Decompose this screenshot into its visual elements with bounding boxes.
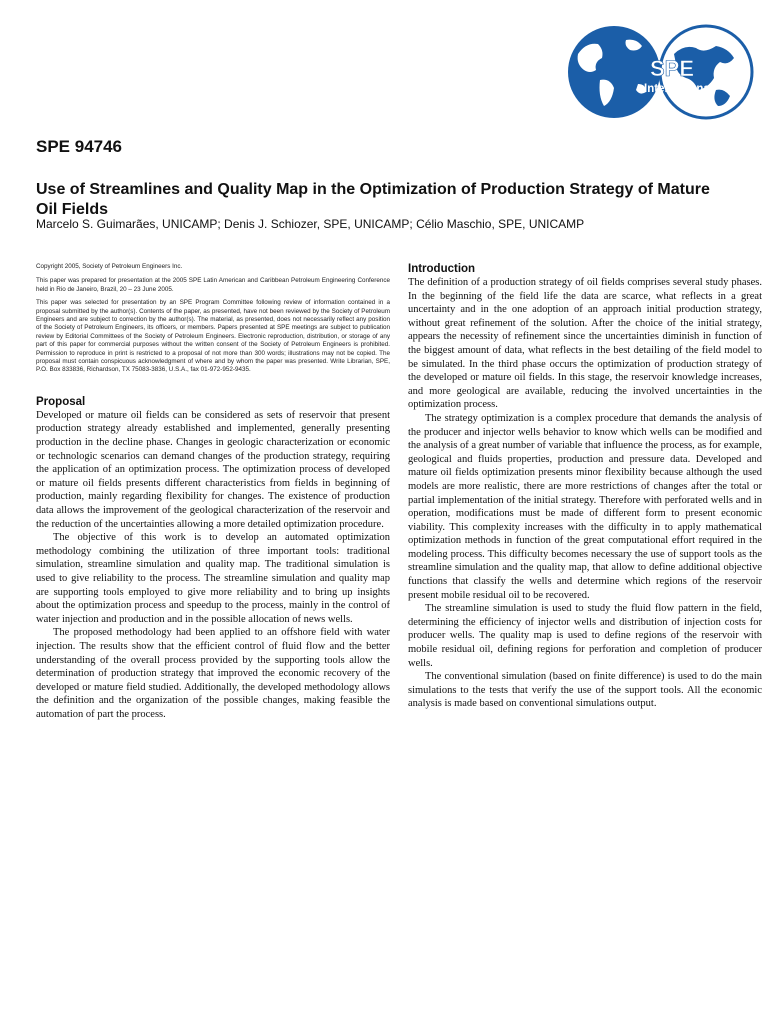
proposal-paragraph-1: Developed or mature oil fields can be considered as sets of reservoir that present production strategy already established and implemented, generally presenting production in the decline phase. Changes in geologic characterization or economic or technologic scenarios can demand changes of the production strategy, requiring the application of an optimization process. The optimization process of developed or mature oil fields presents different characteristics from fields in beginning of production, mainly regarding flexibility for changes. The existence of production data allows the improvement of the geological characterization of the reservoir and the reduction of the uncertainties allowing a more detailed optimization procedure. [36,409,390,530]
review-notice: This paper was selected for presentation by an SPE Program Committee following review of information contained in a proposal submitted by the author(s). Contents of the paper, as presented, have not been reviewed by the Society of Petroleum Engineers and are subject to correction by the author(s). The material, as presented, does not necessarily reflect any position of the Society of Petroleum Engineers, its officers, or members. Papers presented at SPE meetings are subject to publication review by Editorial Committees of the Society of Petroleum Engineers. Electronic reproduction, distribution, or storage of any part of this paper for commercial purposes without the written consent of the Society of Petroleum Engineers is prohibited. Permission to reproduce in print is restricted to a proposal of not more than 300 words; illustrations may not be copied. The proposal must contain conspicuous acknowledgment of where and by whom the paper was presented. Write Librarian, SPE, P.O. Box 833836, Richardson, TX 75083-3836, U.S.A., fax 01-972-952-9435. [36,299,390,374]
paper-number: SPE 94746 [36,137,123,156]
proposal-paragraph-2: The objective of this work is to develop an automated optimization methodology combining the utilization of three important tools: traditional simulation, streamline simulation and quality map. The traditional simulation is used to give reliability to the process. The streamline simulation and quality map are supporting tools employed to give more reliability and to bring up insights about the optimization process and speedup to the process, mainly in the control of water injection and production and in the possible allocation of news wells. [36,532,390,625]
introduction-paragraph-3: The streamline simulation is used to study the fluid flow pattern in the field, determining the efficiency of injector wells and distribution of injection costs for producer wells. The quality map is used to define regions of the reservoir with mobile residual oil, defining regions for perforation and completion of producer wells. [408,603,762,669]
right-column [408,262,762,711]
introduction-paragraph-1: The definition of a production strategy of oil fields comprises several study phases. In the beginning of the field life the data are scarce, what reflects in a great uncertainty and in the one adoption of an approach initial production strategy, without great refinement of the solution. After the choice of the initial strategy, appears the necessity of refinement since the uncertainties diminish in function of the biggest amount of data, what reflects in the best detailing of the field model to be simulated. In the third phase occurs the optimization of production strategy of the developed or mature oil fields. In this stage, the reservoir knowledge increases, and more geological are available, reducing the involved uncertainties in the optimization process. [408,277,762,411]
proposal-paragraph-3: The proposed methodology had been applied to an offshore field with water injection. The results show that the efficient control of fluid flow and the better understanding of the overall process provided by the supporting tools allow the determination of production strategy that improved the economic recovery of the developed or mature field studied. Additionally, the developed methodology allows the definition and the organization of the possible changes, making feasible the automation of part the process. [36,627,390,720]
logo-left-globe [568,26,660,118]
paper-title: Use of Streamlines and Quality Map in the Optimization of Production Strategy of Mature Oil Fields [36,181,710,218]
logo-wordmark: SPE [650,56,695,81]
introduction-heading: Introduction [408,263,476,275]
copyright-line: Copyright 2005, Society of Petroleum Engineers Inc. [36,263,183,270]
introduction-paragraph-2: The strategy optimization is a complex procedure that demands the analysis of the producer and injector wells behavior to know which wells can be modified and the analysis of a great number of variable that influence the process, as for example, geological and fluids properties, production and pressure data. Developed and mature oil fields optimization presents minor flexibility because although the used models are more realistic, there are more restrictions of changes after the total or partial implementation of the initial strategy. Therefore with perforated wells and in operation, modifications must be made of different form to present economic viability. This complexity increases with the difficulty in to apply mathematical optimization methods in function of the great computational effort required in the modeling process. This difficulty becomes necessary the use of support tools as the streamline simulation and the quality map, that allow to define additional objective functions that classify the wells and determine which regions of the reservoir present mobile residual oil to be recovered. [408,412,762,601]
introduction-paragraph-4: The conventional simulation (based on finite difference) is used to do the main simulations to the tests that verify the use of the support tools. All the economic analysis is made based on conventional simulations output. [408,671,762,710]
author-list: Marcelo S. Guimarães, UNICAMP; Denis J. Schiozer, SPE, UNICAMP; Célio Maschio, SPE, UNICAMP [36,217,585,231]
logo-subtitle: International [644,83,714,95]
proposal-heading: Proposal [36,395,86,408]
spe-international-logo [556,24,768,120]
conference-notice: This paper was prepared for presentation at the 2005 SPE Latin American and Caribbean Petroleum Engineering Conference held in Rio de Janeiro, Brazil, 20 – 23 June 2005. [36,277,390,293]
left-column [36,263,390,722]
